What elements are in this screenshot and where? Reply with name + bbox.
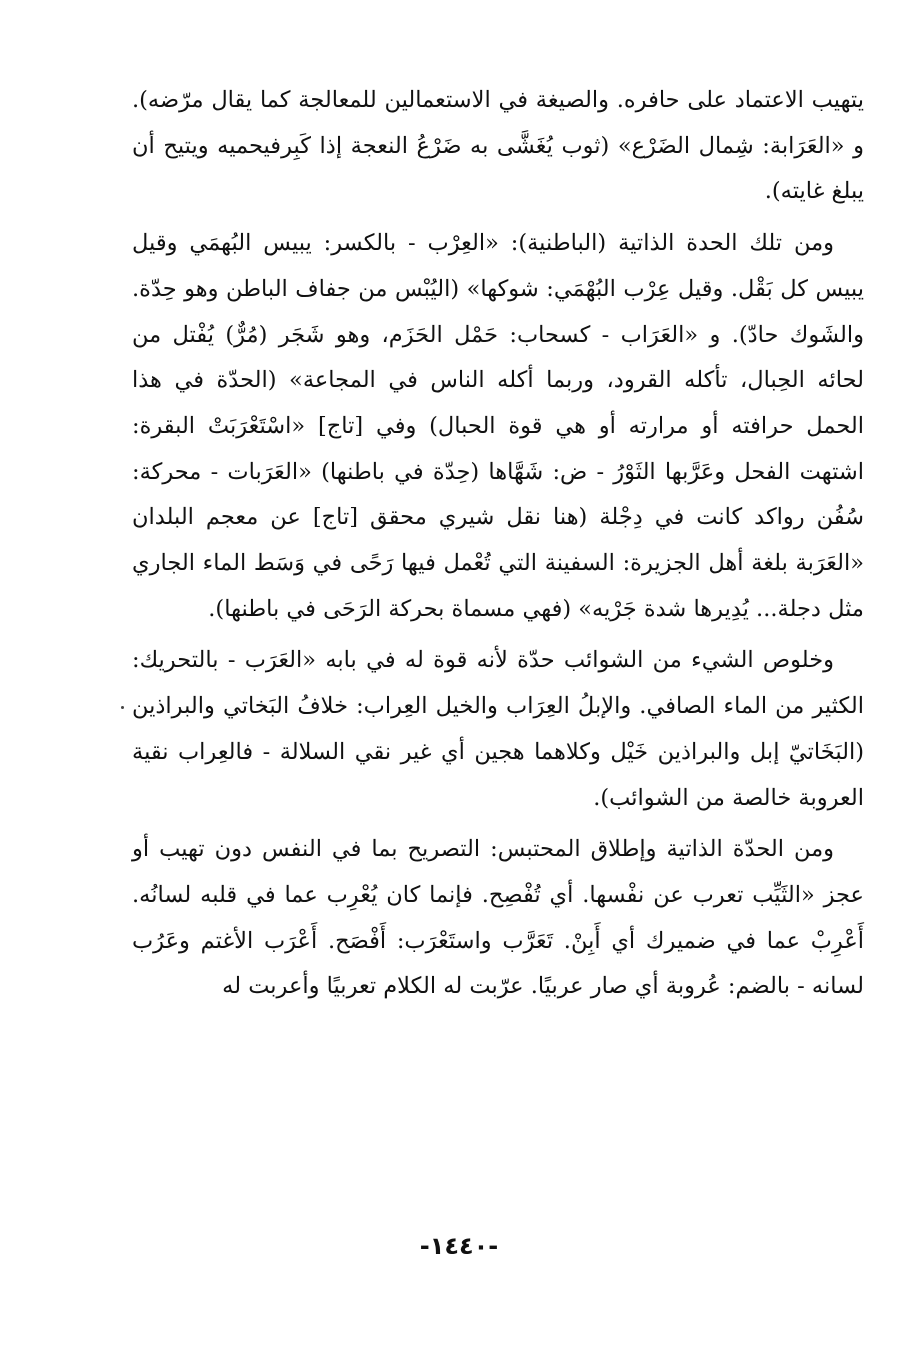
scan-speck	[121, 706, 124, 709]
paragraph-2: ومن تلك الحدة الذاتية (الباطنية): «العِرْب - بالكسر: يبيس البُهمَي وقيل يبيس كل بَقْل. وقيل عِرْب البُهْمَي: شوكها» (اليُبْس من جفاف الباطن وهو حِدّة. والشَوك حادّ). و «العَرَاب - كسحاب: حَمْل الحَزَم، وهو شَجَر (مُرٌّ) يُفْتل من لحائه الحِبال، تأكله القرود، وربما أكله الناس في المجاعة» (الحدّة في هذا الحمل حرافته أو مرارته أو هي قوة الحبال) وفي [تاج] «اسْتَعْرَبَتْ البقرة: اشتهت الفحل وعَرَّبها الثَوْرُ - ض: شَهَّاها (حِدّة في باطنها) «العَرَبات - محركة: سُفُن رواكد كانت في دِجْلة (هنا نقل شيري محقق [تاج] عن معجم البلدان «العَرَبة بلغة أهل الجزيرة: السفينة التي تُعْمل فيها رَحًى في وَسَط الماء الجاري مثل دجلة... يُدِيرها شدة جَرْيه» (فهي مسماة بحركة الرَحَى في باطنها).	[132, 230, 864, 622]
paragraph-3: وخلوص الشيء من الشوائب حدّة لأنه قوة له في بابه «العَرَب - بالتحريك: الكثير من الماء الصافي. والإبلُ العِرَاب والخيل العِراب: خلافُ البَخاتي والبراذين (البَخَاتيّ إبل والبراذين خَيْل وكلاهما هجين أي غير نقي السلالة - فالعِراب نقية العروبة خالصة من الشوائب).	[132, 647, 864, 811]
body-text	[132, 78, 864, 1016]
page-number: -١٤٤٠-	[419, 1232, 499, 1260]
paragraph-1: يتهيب الاعتماد على حافره. والصيغة في الاستعمالين للمعالجة كما يقال مرّضه). و «العَرَابة: شِمال الضَرْع» (ثوب يُغَشَّى به ضَرْعُ النعجة إذا كَبِرفيحميه ويتيح أن يبلغ غايته).	[132, 87, 864, 205]
paragraph-4: ومن الحدّة الذاتية وإطلاق المحتبس: التصريح بما في النفس دون تهيب أو عجز «الثَيِّب تعرب عن نفْسها. أي تُفْصِح. فإنما كان يُعْرِب عما في قلبه لسانُه. أَعْرِبْ عما في ضميرك أي أَبِنْ. تَعَرَّب واستَعْرَب: أَفْصَح. أَعْرَب الأغتم وعَرُب لسانه - بالضم: عُروبة أي صار عربيًا. عرّبت له الكلام تعربيًا وأعربت له	[132, 836, 864, 1000]
